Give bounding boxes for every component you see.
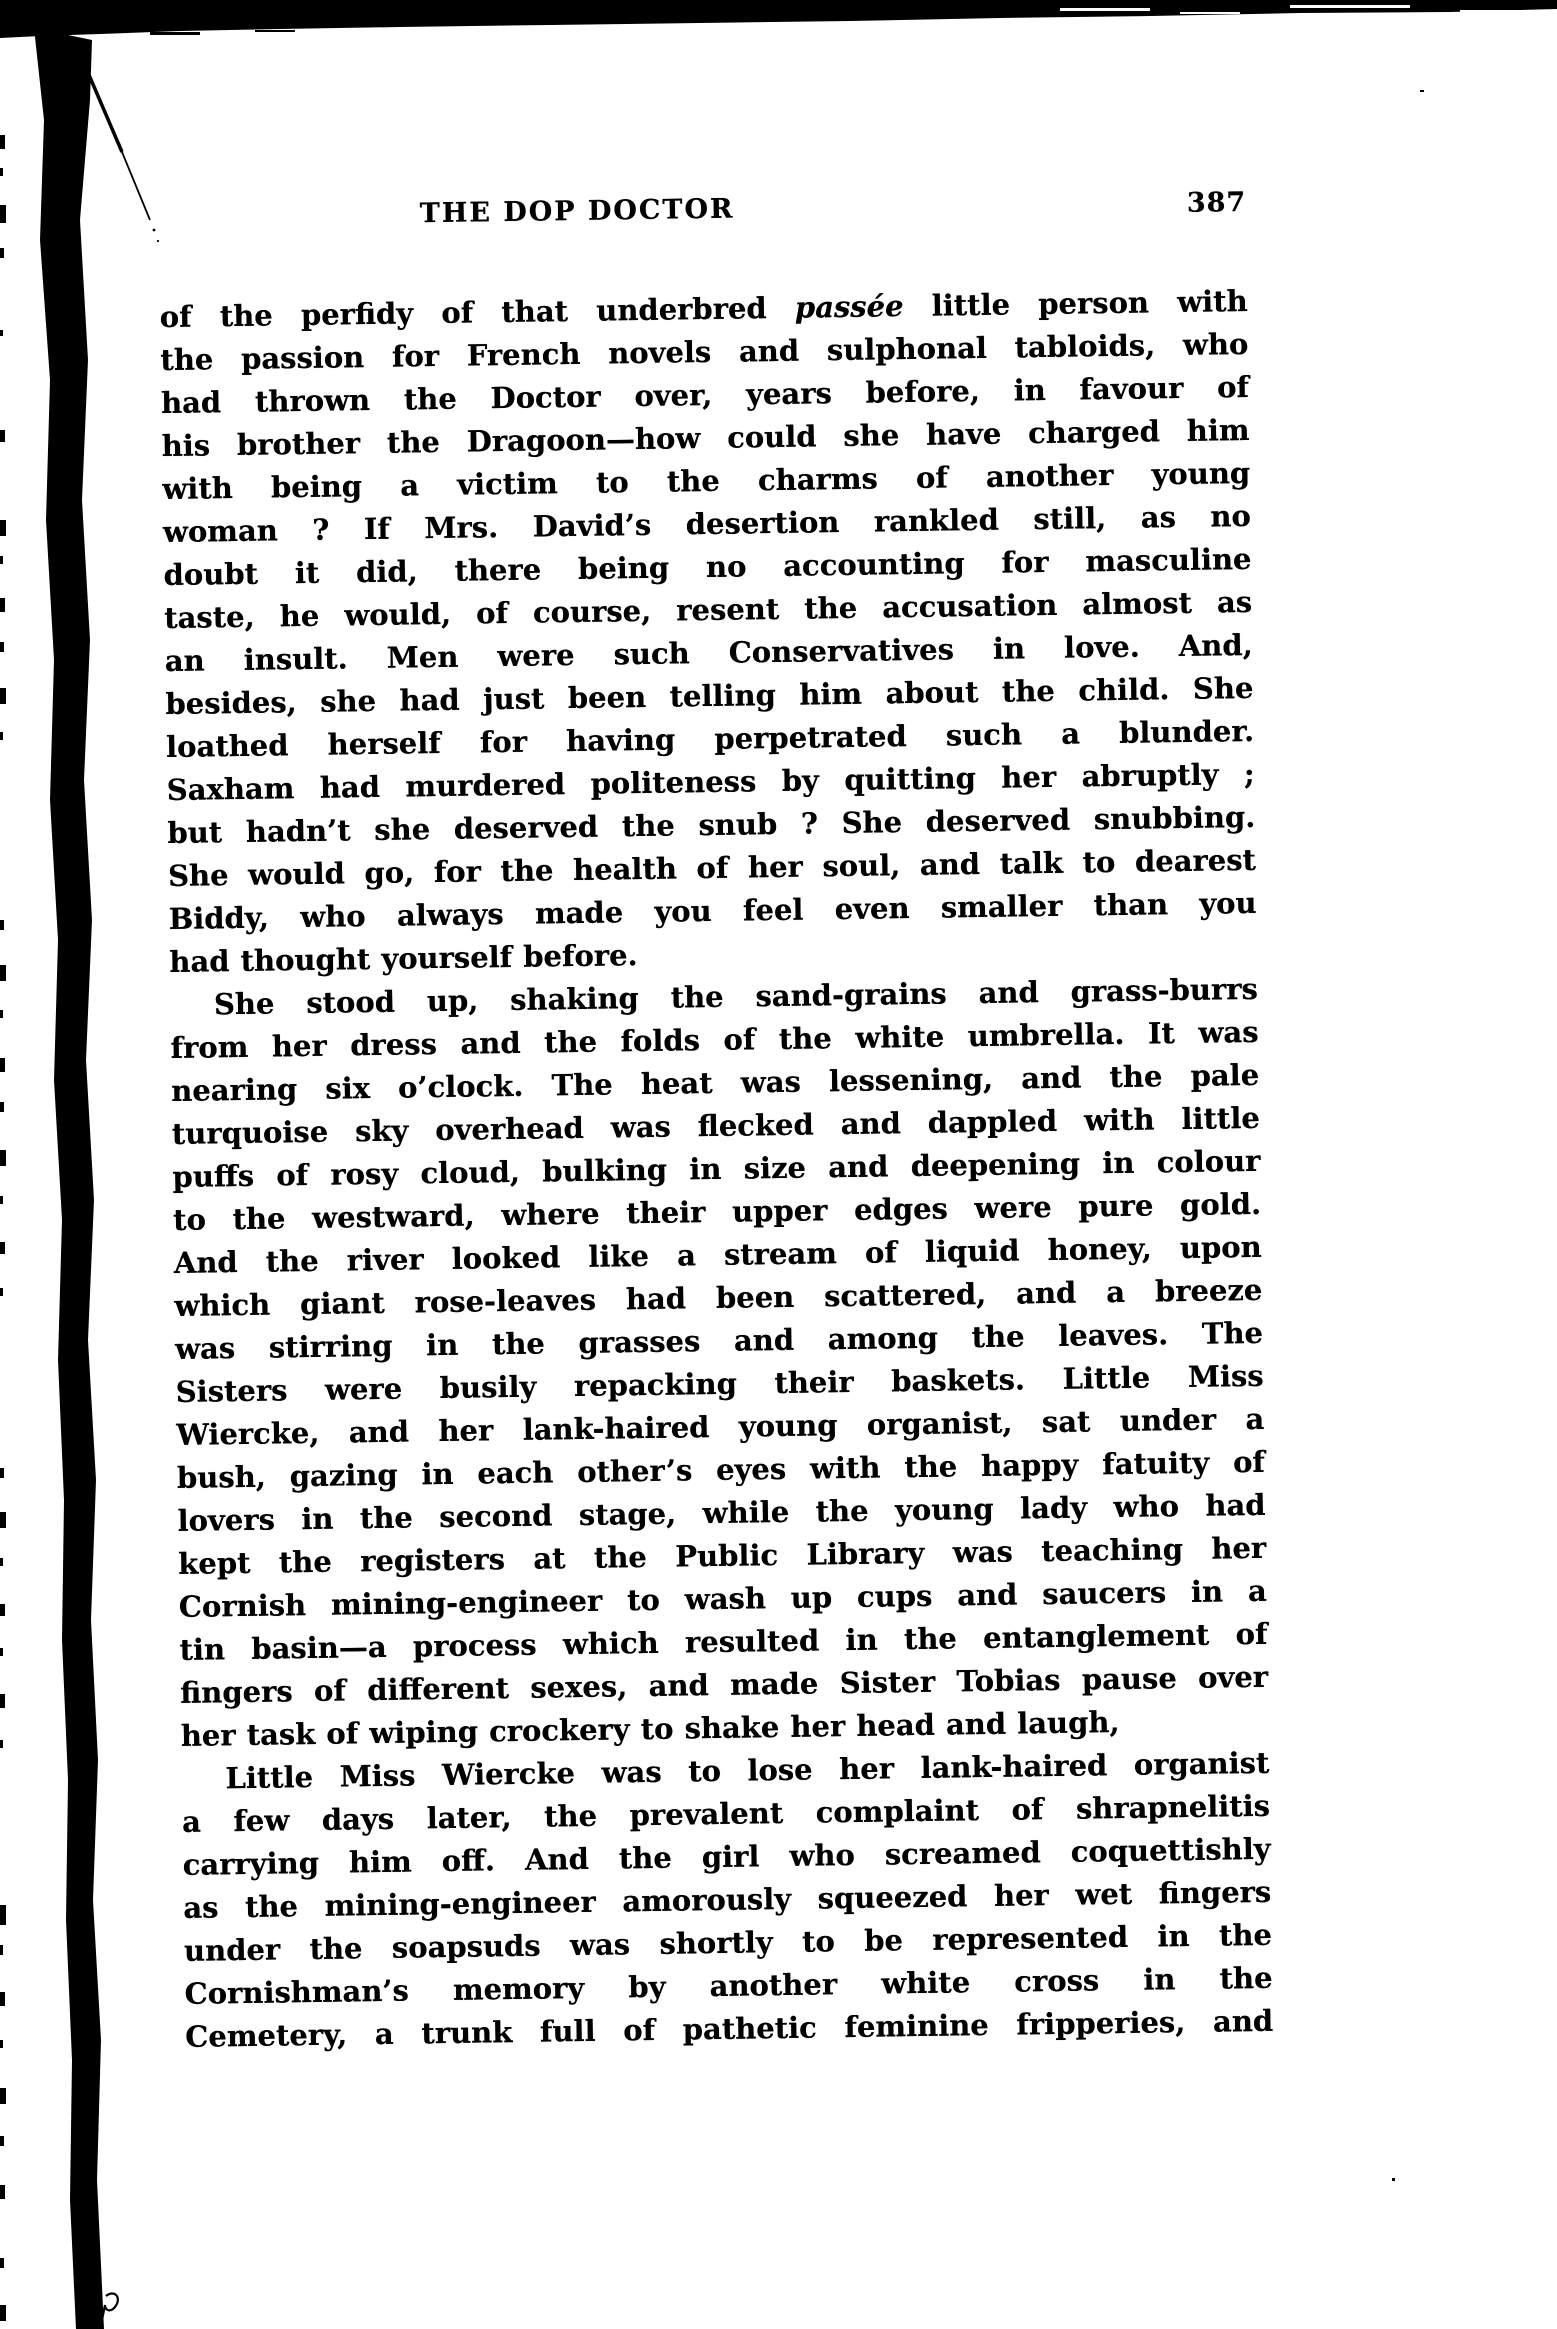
- text-line: puffs of rosy cloud, bulking in size and deepening in colour: [172, 1143, 1261, 1194]
- text-line: Cemetery, a trunk full of pathetic feminine fripperies, and: [185, 2003, 1274, 2054]
- text-line: And the river looked like a stream of liquid honey, upon: [173, 1229, 1262, 1280]
- page-body: [159, 280, 1273, 2059]
- text-line: was stirring in the grasses and among the leaves. The: [174, 1315, 1264, 1366]
- text-line: lovers in the second stage, while the young lady who had: [177, 1487, 1266, 1538]
- text-line: Biddy, who always made you feel even smaller than you: [168, 885, 1257, 936]
- text-line: Saxham had murdered politeness by quitting her abruptly ;: [166, 756, 1255, 808]
- text-line: turquoise sky overhead was flecked and dappled with little: [171, 1100, 1261, 1151]
- text-line: had thrown the Doctor over, years before, in favour of: [160, 369, 1250, 421]
- text-line: her task of wiping crockery to shake her head and laugh,: [180, 1704, 1120, 1753]
- edge-ticks-artifact: [0, 135, 6, 2321]
- text-line: bush, gazing in each other’s eyes with the happy fatuity of: [176, 1444, 1266, 1495]
- text-line: carrying him off. And the girl who screamed coquettishly: [182, 1831, 1271, 1882]
- text-line: nearing six o’clock. The heat was lessening, and the pale: [170, 1057, 1260, 1108]
- text-line: to the westward, where their upper edges were pure gold.: [172, 1186, 1262, 1237]
- top-edge-artifact: [0, 0, 1557, 38]
- text-line: Wiercke, and her lank-haired young organist, sat under a: [176, 1401, 1265, 1452]
- book-title-running-head: THE DOP DOCTOR: [419, 193, 735, 230]
- text-line: doubt it did, there being no accounting for masculine: [163, 541, 1252, 593]
- text-line: as the mining-engineer amorously squeezed her wet fingers: [183, 1874, 1272, 1925]
- running-header: [158, 186, 1246, 242]
- text-line: She stood up, shaking the sand-grains and grass-burrs: [213, 971, 1259, 1022]
- text-line: tin basin—a process which resulted in the entanglement of: [179, 1616, 1268, 1667]
- text-line: had thought yourself before.: [169, 938, 638, 979]
- text-line: She would go, for the health of her soul, and talk to dearest: [167, 842, 1257, 893]
- text-line: kept the registers at the Public Library was teaching her: [178, 1530, 1267, 1581]
- text-line: under the soapsuds was shortly to be represented in the: [183, 1917, 1273, 1968]
- text-line: Cornish mining-engineer to wash up cups and saucers in a: [178, 1573, 1268, 1624]
- text-line: from her dress and the folds of the white umbrella. It was: [170, 1014, 1259, 1065]
- paragraph: [159, 280, 1257, 984]
- text-line: of the perfidy of that underbred passée little person with: [159, 283, 1248, 335]
- page-number: 387: [1186, 186, 1247, 219]
- text-line: his brother the Dragoon—how could she have charged him: [161, 412, 1250, 464]
- text-line: besides, she had just been telling him about the child. She: [165, 670, 1254, 722]
- text-line: with being a victim to the charms of another young: [162, 455, 1251, 507]
- text-line: but hadn’t she deserved the snub ? She deserved snubbing.: [167, 799, 1256, 850]
- text-line: the passion for French novels and sulphonal tabloids, who: [160, 326, 1249, 378]
- text-line: fingers of different sexes, and made Sister Tobias pause over: [179, 1659, 1269, 1710]
- text-line: loathed herself for having perpetrated such a blunder.: [165, 713, 1255, 765]
- curl-mark-artifact: [101, 2294, 118, 2326]
- paragraph: [170, 968, 1269, 1758]
- text-line: Sisters were busily repacking their baskets. Little Miss: [175, 1358, 1264, 1409]
- text-line: taste, he would, of course, resent the accusation almost as: [163, 584, 1253, 636]
- paragraph: [181, 1742, 1273, 2059]
- text-line: an insult. Men were such Conservatives in love. And,: [164, 627, 1254, 679]
- scratch-artifact: [74, 40, 122, 152]
- text-line: woman ? If Mrs. David’s desertion rankled still, as no: [162, 498, 1252, 550]
- text-line: which giant rose-leaves had been scattered, and a breeze: [174, 1272, 1263, 1323]
- text-line: Little Miss Wiercke was to lose her lank-haired organist: [225, 1745, 1270, 1796]
- text-line: Cornishman’s memory by another white cross in the: [184, 1960, 1273, 2011]
- gutter-shadow-artifact: [34, 28, 104, 2329]
- text-line: a few days later, the prevalent complaint of shrapnelitis: [181, 1788, 1271, 1839]
- printed-text-block: [158, 186, 1273, 2059]
